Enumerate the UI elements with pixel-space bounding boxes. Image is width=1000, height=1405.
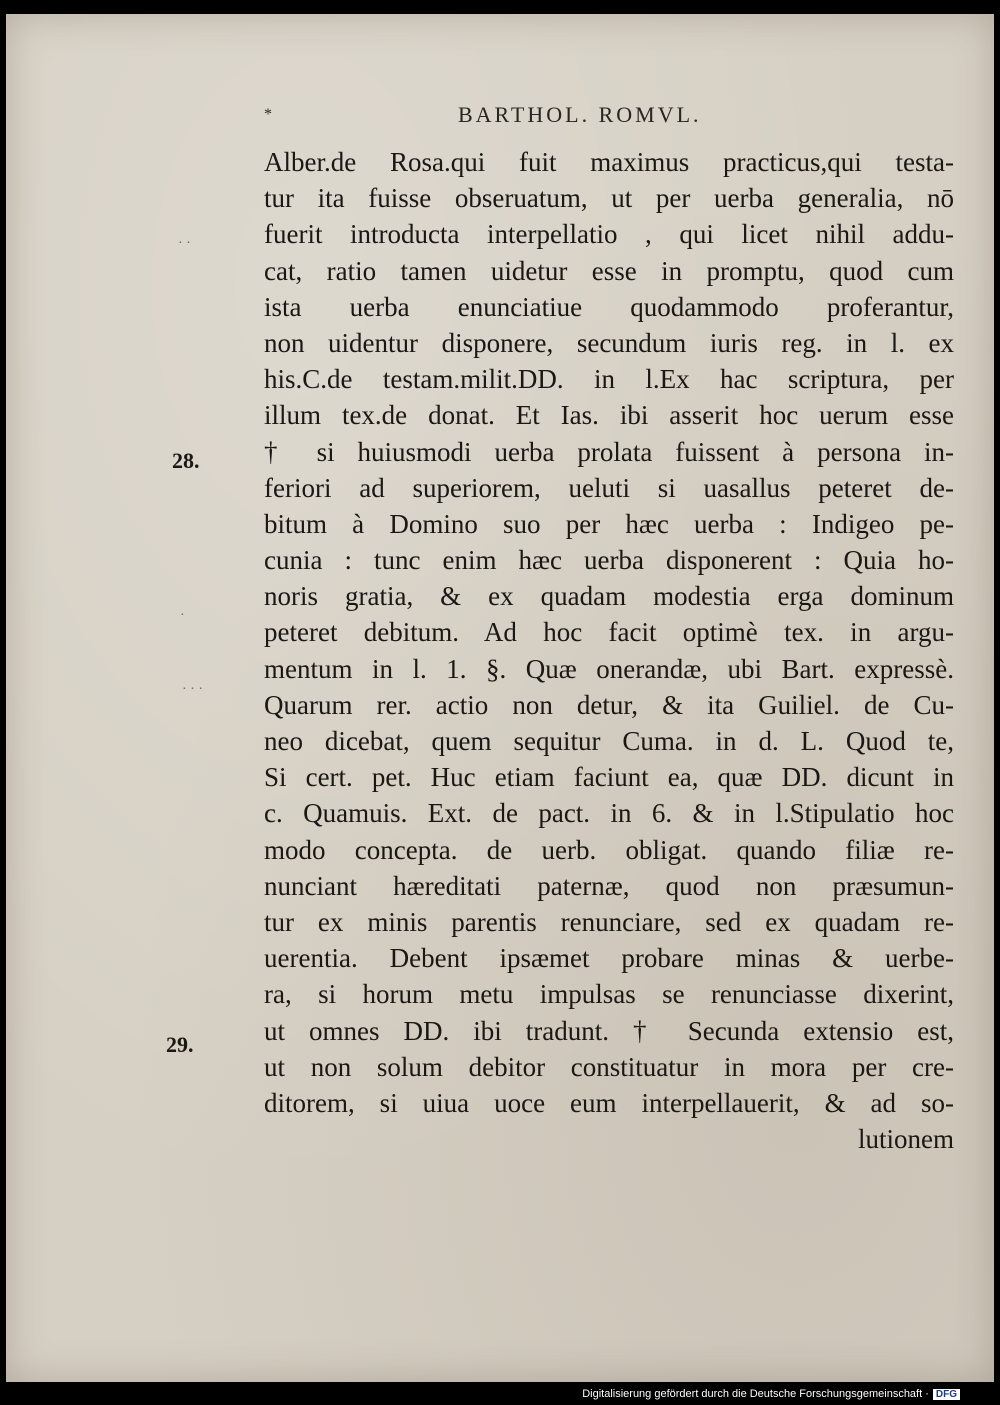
dfg-logo: DFG [933,1389,960,1400]
text-line: modo concepta. de uerb. obligat. quando filiæ re- [264,834,954,865]
text-line: † si huiusmodi uerba prolata fuissent à persona in- [264,436,954,467]
text-line: uerentia. Debent ipsæmet probare minas & uerbe- [264,943,954,974]
text-line: feriori ad superiorem, ueluti si uasallus peteret de- [264,472,954,503]
text-line: ut omnes DD. ibi tradunt. † Secunda extensio est, [264,1015,954,1046]
text-line: ut non solum debitor constituatur in mora per cre- [264,1051,954,1082]
body-text [264,144,954,1157]
header-mark: * [264,106,272,123]
text-line: Si cert. pet. Huc etiam faciunt ea, quæ DD. dicunt in [264,762,954,793]
footer-credit [582,1388,960,1400]
margin-speck: · · · [182,682,203,697]
text-line: fuerit introducta interpellatio , qui licet nihil addu- [264,219,954,250]
text-line: cat, ratio tamen uidetur esse in promptu, quod cum [264,255,954,286]
text-line: ista uerba enunciatiue quodammodo proferantur, [264,291,954,322]
text-line: neo dicebat, quem sequitur Cuma. in d. L. Quod te, [264,726,954,756]
text-line: Quarum rer. actio non detur, & ita Guiliel. de Cu- [264,689,954,720]
text-line: c. Quamuis. Ext. de pact. in 6. & in l.Stipulatio hoc [264,798,954,829]
text-line: bitum à Domino suo per hæc uerba : Indigeo pe- [264,508,954,539]
text-line: ditorem, si uiua uoce eum interpellauerit, & ad so- [264,1087,954,1118]
text-line: tur ex minis parentis renunciare, sed ex quadam re- [264,906,954,937]
margin-speck: · · [178,236,191,251]
text-line: mentum in l. 1. §. Quæ onerandæ, ubi Bart. expressè. [264,653,954,684]
text-line: lutionem [858,1124,954,1155]
text-line: his.C.de testam.milit.DD. in l.Ex hac scriptura, per [264,364,954,395]
text-line: Alber.de Rosa.qui fuit maximus practicus,qui testa- [264,147,954,177]
text-line: cunia : tunc enim hæc uerba disponerent : Quia ho- [264,545,954,576]
text-line: tur ita fuisse obseruatum, ut per uerba generalia, nō [264,183,954,214]
text-line: peteret debitum. Ad hoc facit optimè tex. in argu- [264,617,954,648]
text-line: illum tex.de donat. Et Ias. ibi asserit hoc uerum esse [264,400,954,431]
margin-note-28: 28. [172,448,200,473]
text-line: nunciant hæreditati paternæ, quod non præsumun- [264,870,954,901]
text-line: ra, si horum metu impulsas se renunciasse dixerint, [264,979,954,1010]
footer-credit-text: Digitalisierung gefördert durch die Deutsche Forschungsgemeinschaft · [582,1388,929,1400]
book-page [6,14,994,1382]
text-line: non uidentur disponere, secundum iuris reg. in l. ex [264,327,954,358]
text-line: noris gratia, & ex quadam modestia erga dominum [264,581,954,612]
margin-speck: · [180,608,185,623]
running-title: BARTHOL. ROMVL. [458,102,702,127]
margin-note-29: 29. [166,1032,194,1057]
